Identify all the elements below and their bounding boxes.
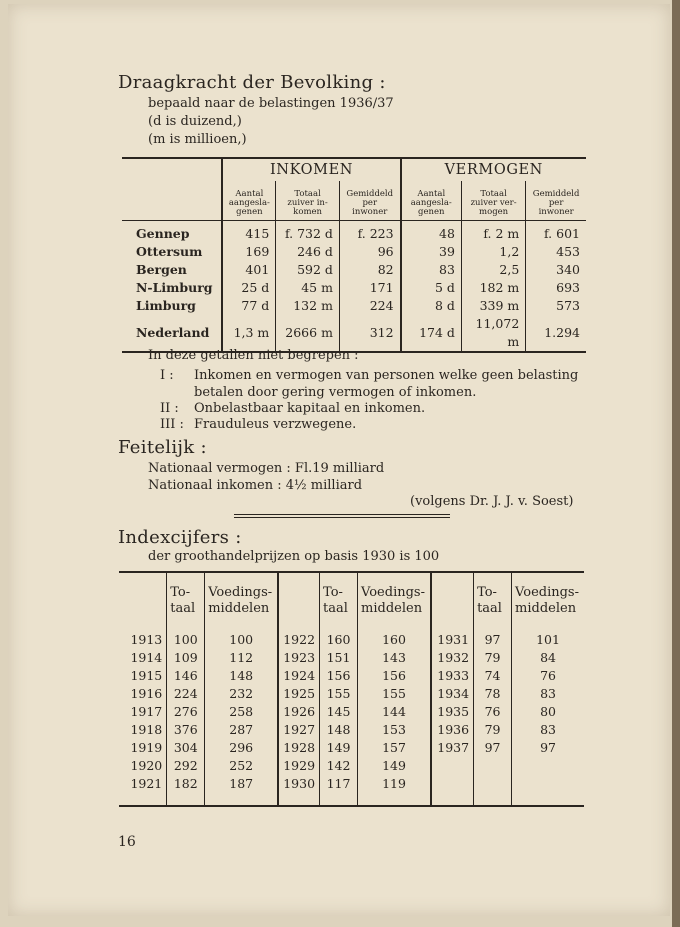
table-cell: 312: [339, 315, 400, 352]
table-cell: f. 223: [339, 225, 400, 243]
totaal-cell: 276: [167, 703, 205, 721]
section-subtitle: bepaald naar de belastingen 1936/37: [148, 96, 394, 111]
table-cell: 415: [222, 225, 275, 243]
voedingsmiddelen-cell: 101: [512, 631, 584, 649]
year-cell: 1937: [431, 739, 474, 757]
table-cell: 77 d: [222, 297, 275, 315]
year-cell: 1929: [278, 757, 319, 775]
table-cell: 11,072 m: [461, 315, 525, 352]
table-cell: 224: [339, 297, 400, 315]
totaal-cell: 117: [320, 775, 358, 793]
year-cell: 1931: [431, 631, 474, 649]
table-row: [119, 739, 584, 757]
voedingsmiddelen-cell: 83: [512, 685, 584, 703]
year-cell: 1935: [431, 703, 474, 721]
totaal-cell: 97: [474, 739, 512, 757]
totaal-cell: 376: [167, 721, 205, 739]
voedingsmiddelen-cell: 97: [512, 739, 584, 757]
year-cell: 1922: [278, 631, 319, 649]
note-number: III :: [160, 417, 184, 432]
row-label: N-Limburg: [136, 280, 213, 295]
table-cell: 1,3 m: [222, 315, 275, 352]
table-cell: 25 d: [222, 279, 275, 297]
year-cell: 1919: [130, 740, 163, 755]
voedingsmiddelen-cell: 149: [358, 757, 431, 775]
note-1-line-2: betalen door gering vermogen of inkomen.: [194, 385, 477, 400]
year-cell: 1930: [278, 775, 319, 793]
table-cell: 592 d: [276, 261, 340, 279]
voedingsmiddelen-cell: 119: [358, 775, 431, 793]
note-m: (m is millioen,): [148, 132, 247, 147]
year-cell: 1920: [130, 758, 163, 773]
year-cell: 1915: [130, 668, 163, 683]
voedingsmiddelen-cell: 112: [205, 649, 278, 667]
voedingsmiddelen-cell: 155: [358, 685, 431, 703]
totaal-cell: 100: [167, 631, 205, 649]
section-title-draagkracht: Draagkracht der Bevolking :: [118, 72, 386, 93]
totaal-cell: 151: [320, 649, 358, 667]
income-wealth-table: [122, 157, 586, 353]
note-number: II :: [160, 401, 179, 416]
year-cell: [431, 757, 474, 775]
table-cell: 1,2: [461, 243, 525, 261]
table-cell: 2666 m: [276, 315, 340, 352]
row-label: Gennep: [136, 226, 190, 241]
table-cell: 693: [526, 279, 586, 297]
note-1-line-1: Inkomen en vermogen van personen welke geen belasting: [194, 368, 579, 383]
national-income: Nationaal inkomen : 4½ milliard: [148, 478, 363, 493]
year-cell: 1927: [278, 721, 319, 739]
totaal-cell: 76: [474, 703, 512, 721]
year-cell: 1918: [130, 722, 163, 737]
totaal-cell: 145: [320, 703, 358, 721]
voedingsmiddelen-cell: 232: [205, 685, 278, 703]
divider-rule: [234, 514, 450, 515]
table-cell: 96: [339, 243, 400, 261]
totaal-cell: 78: [474, 685, 512, 703]
voedingsmiddelen-cell: 296: [205, 739, 278, 757]
year-cell: 1916: [130, 686, 163, 701]
voedingsmiddelen-cell: 187: [205, 775, 278, 793]
row-label: Nederland: [136, 325, 210, 340]
group-header-vermogen: VERMOGEN: [401, 158, 586, 181]
table-cell: 2,5: [461, 261, 525, 279]
table-row: [122, 225, 586, 243]
header-voedingsmiddelen: Voedings- middelen: [358, 572, 431, 631]
table-cell: f. 2 m: [461, 225, 525, 243]
totaal-cell: 142: [320, 757, 358, 775]
table-cell: 339 m: [461, 297, 525, 315]
table-cell: 171: [339, 279, 400, 297]
row-label: Ottersum: [136, 244, 203, 259]
table-row: [119, 703, 584, 721]
voedingsmiddelen-cell: 83: [512, 721, 584, 739]
table-row: [119, 667, 584, 685]
totaal-cell: 79: [474, 721, 512, 739]
table-cell: 8 d: [401, 297, 462, 315]
table-cell: 453: [526, 243, 586, 261]
year-cell: [431, 775, 474, 793]
voedingsmiddelen-cell: 156: [358, 667, 431, 685]
table-row: [119, 757, 584, 775]
year-cell: 1917: [130, 704, 163, 719]
totaal-cell: 79: [474, 649, 512, 667]
table-cell: 573: [526, 297, 586, 315]
year-cell: 1934: [431, 685, 474, 703]
year-cell: 1914: [130, 650, 163, 665]
table-row: [119, 775, 584, 793]
national-wealth: Nationaal vermogen : Fl.19 milliard: [148, 461, 385, 476]
table-cell: 169: [222, 243, 275, 261]
totaal-cell: 292: [167, 757, 205, 775]
table-row: [119, 721, 584, 739]
row-label: Bergen: [136, 262, 187, 277]
header-totaal: To- taal: [167, 572, 205, 631]
source-citation: (volgens Dr. J. J. v. Soest): [410, 494, 574, 509]
totaal-cell: [474, 775, 512, 793]
table-cell: f. 732 d: [276, 225, 340, 243]
subheader: Aantal aangesla- genen: [222, 181, 275, 221]
year-cell: 1936: [431, 721, 474, 739]
totaal-cell: 182: [167, 775, 205, 793]
header-totaal: To- taal: [474, 572, 512, 631]
voedingsmiddelen-cell: 80: [512, 703, 584, 721]
year-cell: 1925: [278, 685, 319, 703]
table-cell: 401: [222, 261, 275, 279]
voedingsmiddelen-cell: 160: [358, 631, 431, 649]
totaal-cell: 155: [320, 685, 358, 703]
table-cell: 82: [339, 261, 400, 279]
section-title-indexcijfers: Indexcijfers :: [118, 527, 242, 548]
subheader: Gemiddeld per inwoner: [526, 181, 586, 221]
voedingsmiddelen-cell: 148: [205, 667, 278, 685]
book-spine: [672, 0, 680, 927]
voedingsmiddelen-cell: 252: [205, 757, 278, 775]
year-cell: 1928: [278, 739, 319, 757]
table-cell: 39: [401, 243, 462, 261]
table-cell: 340: [526, 261, 586, 279]
year-cell: 1926: [278, 703, 319, 721]
year-cell: 1932: [431, 649, 474, 667]
table-row: [122, 297, 586, 315]
totaal-cell: 146: [167, 667, 205, 685]
table-cell: 5 d: [401, 279, 462, 297]
totaal-cell: 97: [474, 631, 512, 649]
group-header-inkomen: INKOMEN: [222, 158, 400, 181]
note-3: Frauduleus verzwegene.: [194, 417, 357, 432]
totaal-cell: [474, 757, 512, 775]
subheader: Totaal zuiver in- komen: [276, 181, 340, 221]
note-2: Onbelastbaar kapitaal en inkomen.: [194, 401, 426, 416]
table-row: [119, 631, 584, 649]
table-cell: 246 d: [276, 243, 340, 261]
totaal-cell: 156: [320, 667, 358, 685]
table-row: [122, 315, 586, 352]
subheader: Gemiddeld per inwoner: [339, 181, 400, 221]
table-corner: [122, 158, 222, 181]
year-cell: 1913: [130, 632, 163, 647]
section-subtitle: der groothandelprijzen op basis 1930 is 100: [148, 549, 440, 564]
table-cell: 132 m: [276, 297, 340, 315]
table-cell: 83: [401, 261, 462, 279]
totaal-cell: 160: [320, 631, 358, 649]
year-cell: 1924: [278, 667, 319, 685]
note-d: (d is duizend,): [148, 114, 242, 129]
section-title-feitelijk: Feitelijk :: [118, 437, 207, 458]
voedingsmiddelen-cell: 143: [358, 649, 431, 667]
totaal-cell: 148: [320, 721, 358, 739]
totaal-cell: 74: [474, 667, 512, 685]
table-row: [122, 261, 586, 279]
table-cell: 48: [401, 225, 462, 243]
voedingsmiddelen-cell: 287: [205, 721, 278, 739]
voedingsmiddelen-cell: 153: [358, 721, 431, 739]
voedingsmiddelen-cell: [512, 757, 584, 775]
voedingsmiddelen-cell: 144: [358, 703, 431, 721]
year-cell: 1921: [130, 776, 163, 791]
voedingsmiddelen-cell: 84: [512, 649, 584, 667]
year-cell: 1923: [278, 649, 319, 667]
voedingsmiddelen-cell: 100: [205, 631, 278, 649]
note-number: I :: [160, 368, 174, 383]
voedingsmiddelen-cell: [512, 775, 584, 793]
page-number: 16: [118, 834, 136, 850]
table-row: [119, 685, 584, 703]
totaal-cell: 224: [167, 685, 205, 703]
totaal-cell: 304: [167, 739, 205, 757]
voedingsmiddelen-cell: 76: [512, 667, 584, 685]
subheader: Totaal zuiver ver- mogen: [461, 181, 525, 221]
year-cell: 1933: [431, 667, 474, 685]
price-index-table: [119, 571, 584, 807]
table-row: [122, 279, 586, 297]
table-cell: 45 m: [276, 279, 340, 297]
table-row: [119, 649, 584, 667]
totaal-cell: 109: [167, 649, 205, 667]
row-label: Limburg: [136, 298, 196, 313]
subheader: Aantal aangesla- genen: [401, 181, 462, 221]
table-cell: f. 601: [526, 225, 586, 243]
table-cell: 182 m: [461, 279, 525, 297]
totaal-cell: 149: [320, 739, 358, 757]
header-voedingsmiddelen: Voedings- middelen: [205, 572, 278, 631]
table-cell: 174 d: [401, 315, 462, 352]
notes-intro: In deze getallen niet begrepen :: [148, 348, 359, 363]
table-row: [122, 243, 586, 261]
voedingsmiddelen-cell: 258: [205, 703, 278, 721]
voedingsmiddelen-cell: 157: [358, 739, 431, 757]
table-cell: 1.294: [526, 315, 586, 352]
header-voedingsmiddelen: Voedings- middelen: [512, 572, 584, 631]
divider-rule: [234, 517, 450, 518]
header-totaal: To- taal: [320, 572, 358, 631]
